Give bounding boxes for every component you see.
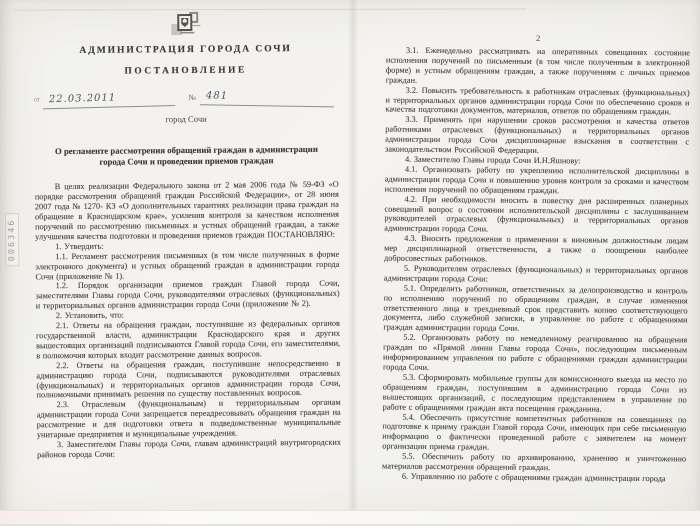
paragraph: 3.2. Повысить требовательность к работникам отраслевых (функциональных) и территориальных органов администрации города Сочи по обеспечению сроков и качества подготовки документов, материалов, ответов по обращениям граждан.	[385, 85, 690, 117]
paragraph: 3. Заместителям Главы города Сочи, главам администраций внутригородских районов города Сочи:	[37, 437, 341, 460]
paragraph: 2.2. Ответы на обращения граждан, поступившие непосредственно в администрацию города Сочи, подписываются руководителями отраслевых (функциональных) и территориальных органов администрации города Сочи, полномочными принимать решения по существу поставленных вопросов.	[36, 358, 341, 400]
organization-name: АДМИНИСТРАЦИЯ ГОРОДА СОЧИ	[79, 43, 292, 56]
date-group	[34, 87, 175, 108]
page-divider	[348, 0, 358, 524]
paragraph: 1.2. Порядок организации приемов граждан Главой города Сочи, заместителями Главы города Сочи, руководителями отраслевых (функциональных) и территориальных органов администрации города Сочи (приложение № 2).	[35, 279, 340, 311]
page1-body	[35, 180, 341, 460]
paragraph: В целях реализации Федерального закона от 2 мая 2006 года № 59-ФЗ «О порядке рассмотрения обращений граждан Российской Федерации», от 28 июня 2007 года № 1270- КЗ «О дополнительных гарантиях реализации права граждан на обращение в Краснодарском крае», усиления контроля за качеством исполнения поручений по рассмотрению письменных и устных обращений граждан, а также улучшения качества подготовки и проведения приемов граждан ПОСТАНОВЛЯЮ:	[34, 180, 340, 242]
paragraph: 1. Утвердить:	[55, 241, 104, 251]
paragraph: 2. Установить, что:	[55, 310, 124, 321]
paragraph: 5.1. Определить работников, ответственных за делопроизводство и контроль по исполнению поручений по обращениям граждан, в случае изменения ответственного лица в трехдневный срок представить копию соответствующего документа, либо служебной записки, в управление по работе с обращениями граждан администрации города Сочи.	[383, 283, 688, 334]
number-field	[200, 85, 334, 107]
handwritten-number: 481	[205, 90, 229, 102]
number-label: №	[188, 92, 196, 102]
paragraph: 1.1. Регламент рассмотрения письменных (в том числе полученных в форме электронного документа) и устных обращений граждан в администрации города Сочи (приложение № 1).	[35, 249, 340, 281]
paragraph: 3.1. Еженедельно рассматривать на оперативных совещаниях состояние исполнения поручений по письменным (в том числе полученным в электронной форме) и устным обращениям граждан, а также поручениям с личных приемов граждан.	[385, 45, 691, 85]
page-number: 2	[535, 32, 541, 44]
document-title: О регламенте рассмотрения обращений граждан в администрации города Сочи и проведении приемов граждан	[54, 143, 318, 167]
document-type: ПОСТАНОВЛЕНИЕ	[124, 65, 247, 77]
paragraph: 5. Руководителям отраслевых (функциональных) и территориальных органов администрации города Сочи:	[383, 263, 688, 284]
document-page-1	[6, 0, 342, 525]
paragraph: 2.3. Отраслевым (функциональным) и территориальным органам администрации города Сочи запрещается переадресовывать обращения граждан на рассмотрение и для подготовки ответа в подведомственные муниципальные унитарные предприятия и муниципальные учреждения.	[36, 398, 341, 440]
paragraph: 4.3. Вносить предложения о применении к виновным должностным лицам мер дисциплинарной ответственности, а также о поощрении наиболее добросовестных работников.	[383, 233, 689, 264]
document-page-2	[381, 0, 690, 525]
paragraph: 5.3. Сформировать мобильные группы для комиссионного выезда на место по обращениям граждан, поступившим в администрацию города Сочи из вышестоящих организаций, с последующим представлением в управление по работе с обращениями граждан акта посещения гражданина.	[382, 372, 687, 414]
date-and-number-line	[34, 86, 338, 109]
registration-stamp-number: 006346	[5, 213, 19, 266]
handwritten-date: 22.03.2011	[48, 92, 117, 106]
paragraph: 4. Заместителю Главы города Сочи И.Н.Яшнову:	[404, 154, 581, 166]
paragraph: 5.4. Обеспечить присутствие компетентных работников на совещаниях по подготовке к приему граждан Главой города Сочи, имеющих при себе письменную информацию о фактически проведенной работе с заявителем на момент организации приема граждан.	[382, 412, 687, 452]
number-group	[188, 86, 334, 107]
paragraph: 5.2. Организовать работу по немедленному реагированию на обращения граждан по «Прямой линии Главы города Сочи», последующим письменным информированием управления по работе с обращениями граждан администрации города Сочи.	[382, 333, 688, 372]
date-label: от	[33, 96, 40, 104]
city-name: город Сочи	[165, 113, 207, 125]
city-emblem-icon	[168, 9, 202, 43]
paragraph: 6. Управлению по работе с обращениями граждан администрации города	[401, 471, 666, 484]
page2-body	[382, 46, 690, 485]
paragraph: 4.1. Организовать работу по укреплению исполнительской дисциплины в администрации города Сочи и повышению уровня контроля за сроками и качеством исполнения поручений по обращениям граждан.	[384, 164, 689, 195]
paragraph: 3.3. Применять при нарушении сроков рассмотрения и качества ответов работниками отраслевых (функциональных) и территориальных органов администрации города Сочи дисциплинарные взыскания в соответствии с законодательством Российской Федерации.	[385, 115, 690, 156]
paragraph: 5.5. Обеспечить работу по архивированию, хранению и уничтожению материалов рассмотрения обращений граждан.	[381, 451, 687, 473]
paragraph: 2.1. Ответы на обращения граждан, поступившие из федеральных органов государственной власти, администрации Краснодарского края и других вышестоящих организаций подписываются Главой города Сочи, его заместителями, в полномочия которых входит рассмотрение данных вопросов.	[35, 318, 341, 361]
date-field	[43, 86, 175, 109]
paragraph: 4.2. При необходимости вносить в повестку дня расширенных планерных совещаний вопрос о состоянии исполнительской дисциплины с заслушиванием руководителей отраслевых (функциональных) и территориальных органов администрации города Сочи.	[384, 194, 689, 234]
scanner-bottom-edge	[0, 510, 700, 524]
